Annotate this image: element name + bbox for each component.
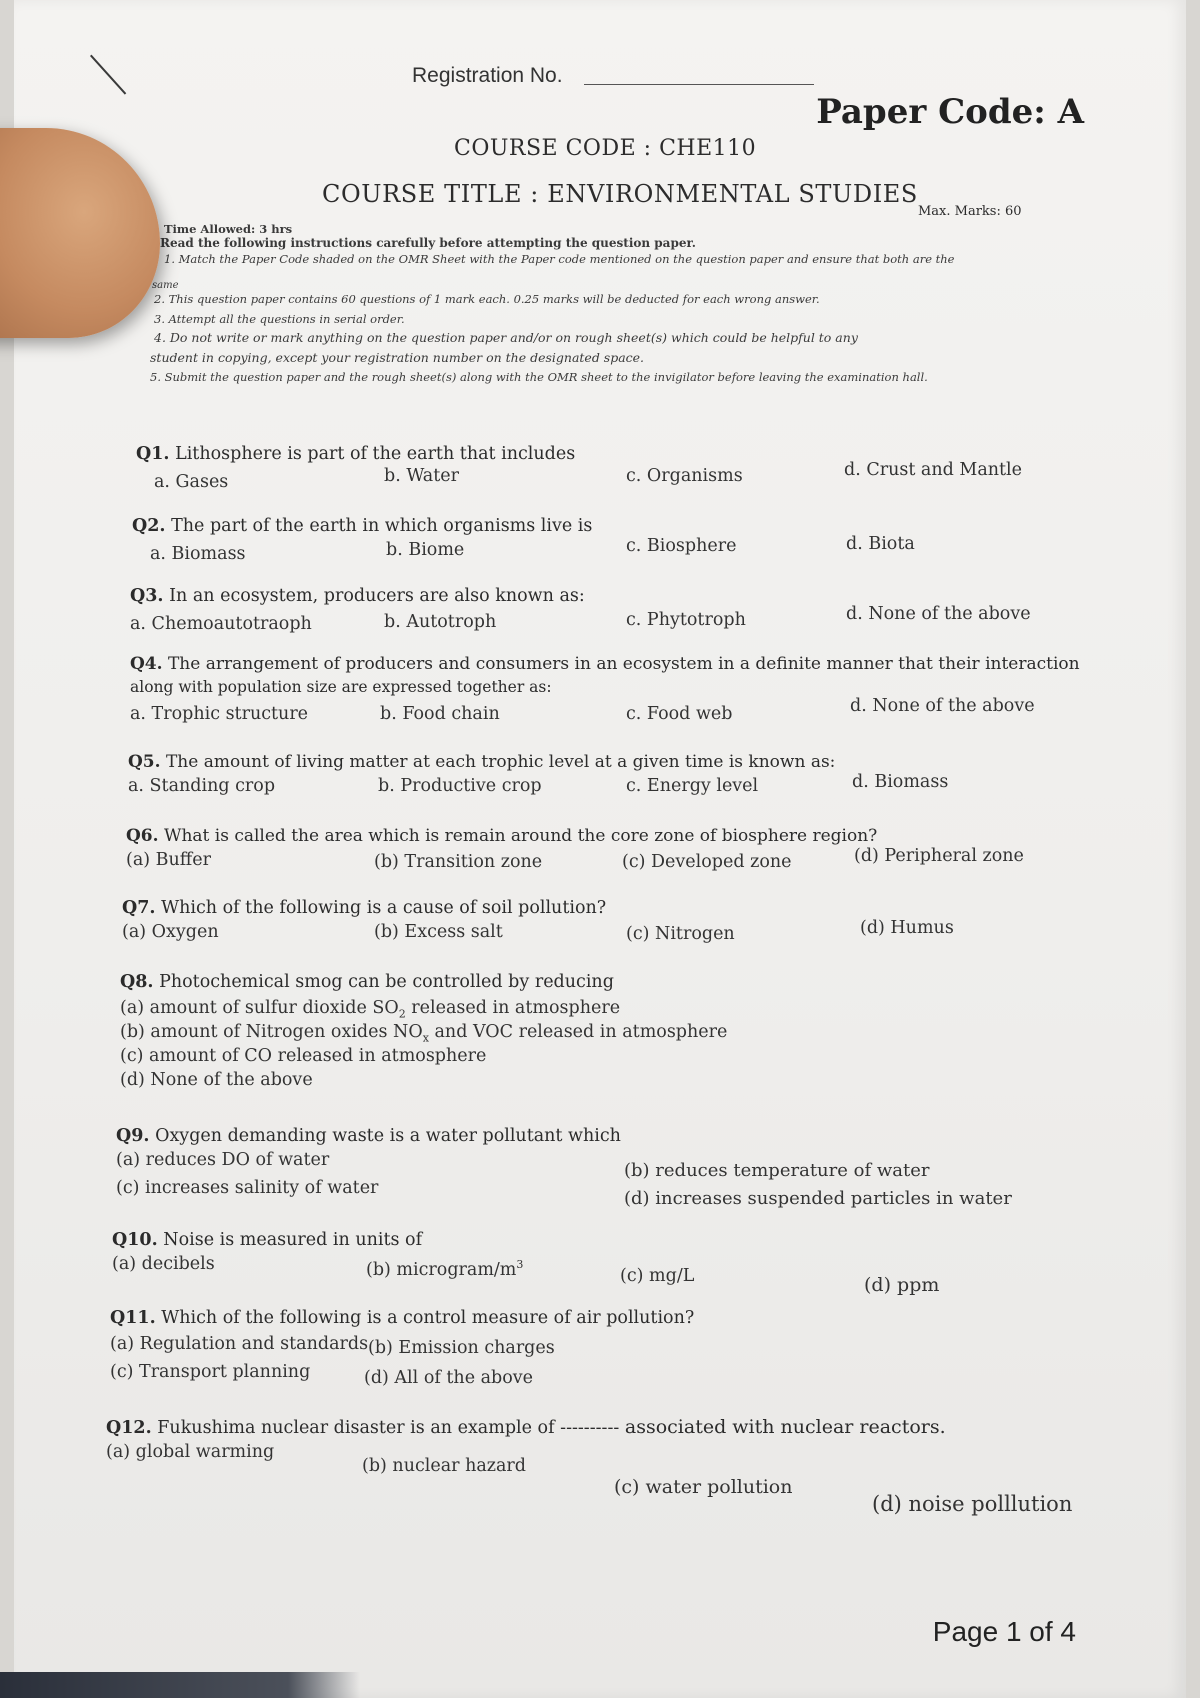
q5-option-b: b. Productive crop — [378, 776, 542, 796]
q9-option-b: (b) reduces temperature of water — [624, 1160, 930, 1181]
q3-option-c: c. Phytotroph — [626, 610, 746, 630]
page-number: Page 1 of 4 — [932, 1616, 1076, 1647]
question-9: Q9. Oxygen demanding waste is a water pollutant which — [116, 1126, 621, 1146]
q8-option-d: (d) None of the above — [120, 1070, 313, 1090]
q1-option-b: b. Water — [384, 466, 459, 486]
q7-option-d: (d) Humus — [860, 918, 954, 938]
instruction-4: 4. Do not write or mark anything on the question paper and/or on rough sheet(s) which could be helpful to any — [154, 330, 858, 345]
question-4: Q4. The arrangement of producers and consumers in an ecosystem in a definite manner that their interaction — [130, 654, 1080, 674]
q12-blank: ---------- — [560, 1418, 620, 1438]
q6-option-a: (a) Buffer — [126, 850, 211, 870]
course-title: COURSE TITLE : ENVIRONMENTAL STUDIES — [322, 180, 918, 208]
pen-tick-mark — [90, 55, 126, 95]
question-5: Q5. The amount of living matter at each trophic level at a given time is known as: — [128, 752, 836, 772]
q10-option-a: (a) decibels — [112, 1254, 215, 1274]
q9-option-a: (a) reduces DO of water — [116, 1150, 330, 1170]
question-1: Q1. Lithosphere is part of the earth that includes — [136, 444, 576, 464]
q6-option-d: (d) Peripheral zone — [854, 846, 1024, 866]
question-2: Q2. The part of the earth in which organisms live is — [132, 516, 593, 536]
q4-option-a: a. Trophic structure — [130, 704, 309, 724]
q1-option-d: d. Crust and Mantle — [844, 460, 1023, 480]
question-6: Q6. What is called the area which is remain around the core zone of biosphere region? — [126, 826, 878, 846]
q5-option-a: a. Standing crop — [128, 776, 276, 796]
q5-option-c: c. Energy level — [626, 776, 759, 796]
q11-option-c: (c) Transport planning — [110, 1362, 311, 1382]
q2-option-c: c. Biosphere — [626, 536, 737, 556]
q1-option-c: c. Organisms — [626, 466, 743, 486]
instruction-3: 3. Attempt all the questions in serial order. — [154, 312, 405, 326]
exam-paper-sheet — [14, 0, 1186, 1698]
q12-option-d: (d) noise polllution — [872, 1492, 1073, 1516]
q11-option-d: (d) All of the above — [364, 1368, 534, 1388]
q6-option-c: (c) Developed zone — [622, 852, 792, 872]
question-8: Q8. Photochemical smog can be controlled by reducing — [120, 972, 614, 992]
q8-option-b: (b) amount of Nitrogen oxides $NO_x$ and VOC released in atmosphere — [120, 1022, 728, 1045]
q12-option-c: (c) water pollution — [614, 1476, 793, 1498]
question-4-cont: along with population size are expressed together as: — [130, 678, 552, 696]
registration-label: Registration No. — [412, 64, 563, 87]
q7-option-a: (a) Oxygen — [122, 922, 219, 942]
instruction-4-cont: student in copying, except your registration number on the designated space. — [150, 350, 645, 365]
q9-option-c: (c) increases salinity of water — [116, 1178, 379, 1198]
question-10: Q10. Noise is measured in units of — [112, 1230, 423, 1250]
q7-option-c: (c) Nitrogen — [626, 924, 735, 944]
q3-option-a: a. Chemoautotraoph — [130, 614, 312, 634]
q4-option-b: b. Food chain — [380, 704, 500, 724]
instruction-1-cont: same — [152, 280, 179, 291]
q10-option-b: (b) microgram/$m^3$ — [366, 1258, 524, 1280]
question-3: Q3. In an ecosystem, producers are also known as: — [130, 586, 585, 606]
q12-option-a: (a) global warming — [106, 1442, 275, 1462]
q8-option-a: (a) amount of sulfur dioxide $SO_2$ released in atmosphere — [120, 998, 621, 1021]
q12-option-b: (b) nuclear hazard — [362, 1456, 527, 1476]
max-marks: Max. Marks: 60 — [918, 204, 1022, 219]
q11-option-a: (a) Regulation and standards — [110, 1334, 369, 1354]
q2-option-d: d. Biota — [846, 534, 915, 554]
question-7: Q7. Which of the following is a cause of soil pollution? — [122, 898, 607, 918]
q2-option-b: b. Biome — [386, 540, 465, 560]
bottom-dark-strip — [0, 1672, 360, 1698]
time-allowed: Time Allowed: 3 hrs — [164, 222, 293, 236]
q3-option-b: b. Autotroph — [384, 612, 497, 632]
course-code: COURSE CODE : CHE110 — [454, 136, 757, 161]
instruction-1: 1. Match the Paper Code shaded on the OMR Sheet with the Paper code mentioned on the question paper and ensure that both are the — [164, 252, 955, 266]
q3-option-d: d. None of the above — [846, 604, 1031, 624]
q5-option-d: d. Biomass — [852, 772, 949, 792]
q4-option-d: d. None of the above — [850, 696, 1035, 716]
q6-option-b: (b) Transition zone — [374, 852, 543, 872]
paper-code: Paper Code: A — [816, 92, 1084, 132]
question-12: Q12. Fukushima nuclear disaster is an example of ---------- associated with nuclear reactors. — [106, 1416, 946, 1438]
q7-option-b: (b) Excess salt — [374, 922, 503, 942]
instruction-5: 5. Submit the question paper and the rough sheet(s) along with the OMR sheet to the invigilator before leaving the examination hall. — [150, 370, 928, 384]
q10-option-c: (c) mg/L — [620, 1266, 695, 1286]
q4-option-c: c. Food web — [626, 704, 733, 724]
q1-option-a: a. Gases — [154, 472, 229, 492]
q10-option-d: (d) ppm — [864, 1274, 940, 1296]
q8-option-c: (c) amount of CO released in atmosphere — [120, 1046, 487, 1066]
instruction-2: 2. This question paper contains 60 questions of 1 mark each. 0.25 marks will be deducted for each wrong answer. — [154, 292, 820, 306]
instruction-intro: Read the following instructions carefully before attempting the question paper. — [160, 236, 696, 250]
question-11: Q11. Which of the following is a control measure of air pollution? — [110, 1308, 695, 1328]
q2-option-a: a. Biomass — [150, 544, 246, 564]
q11-option-b: (b) Emission charges — [368, 1338, 555, 1358]
q9-option-d: (d) increases suspended particles in water — [624, 1188, 1012, 1209]
registration-blank-line — [584, 84, 814, 85]
